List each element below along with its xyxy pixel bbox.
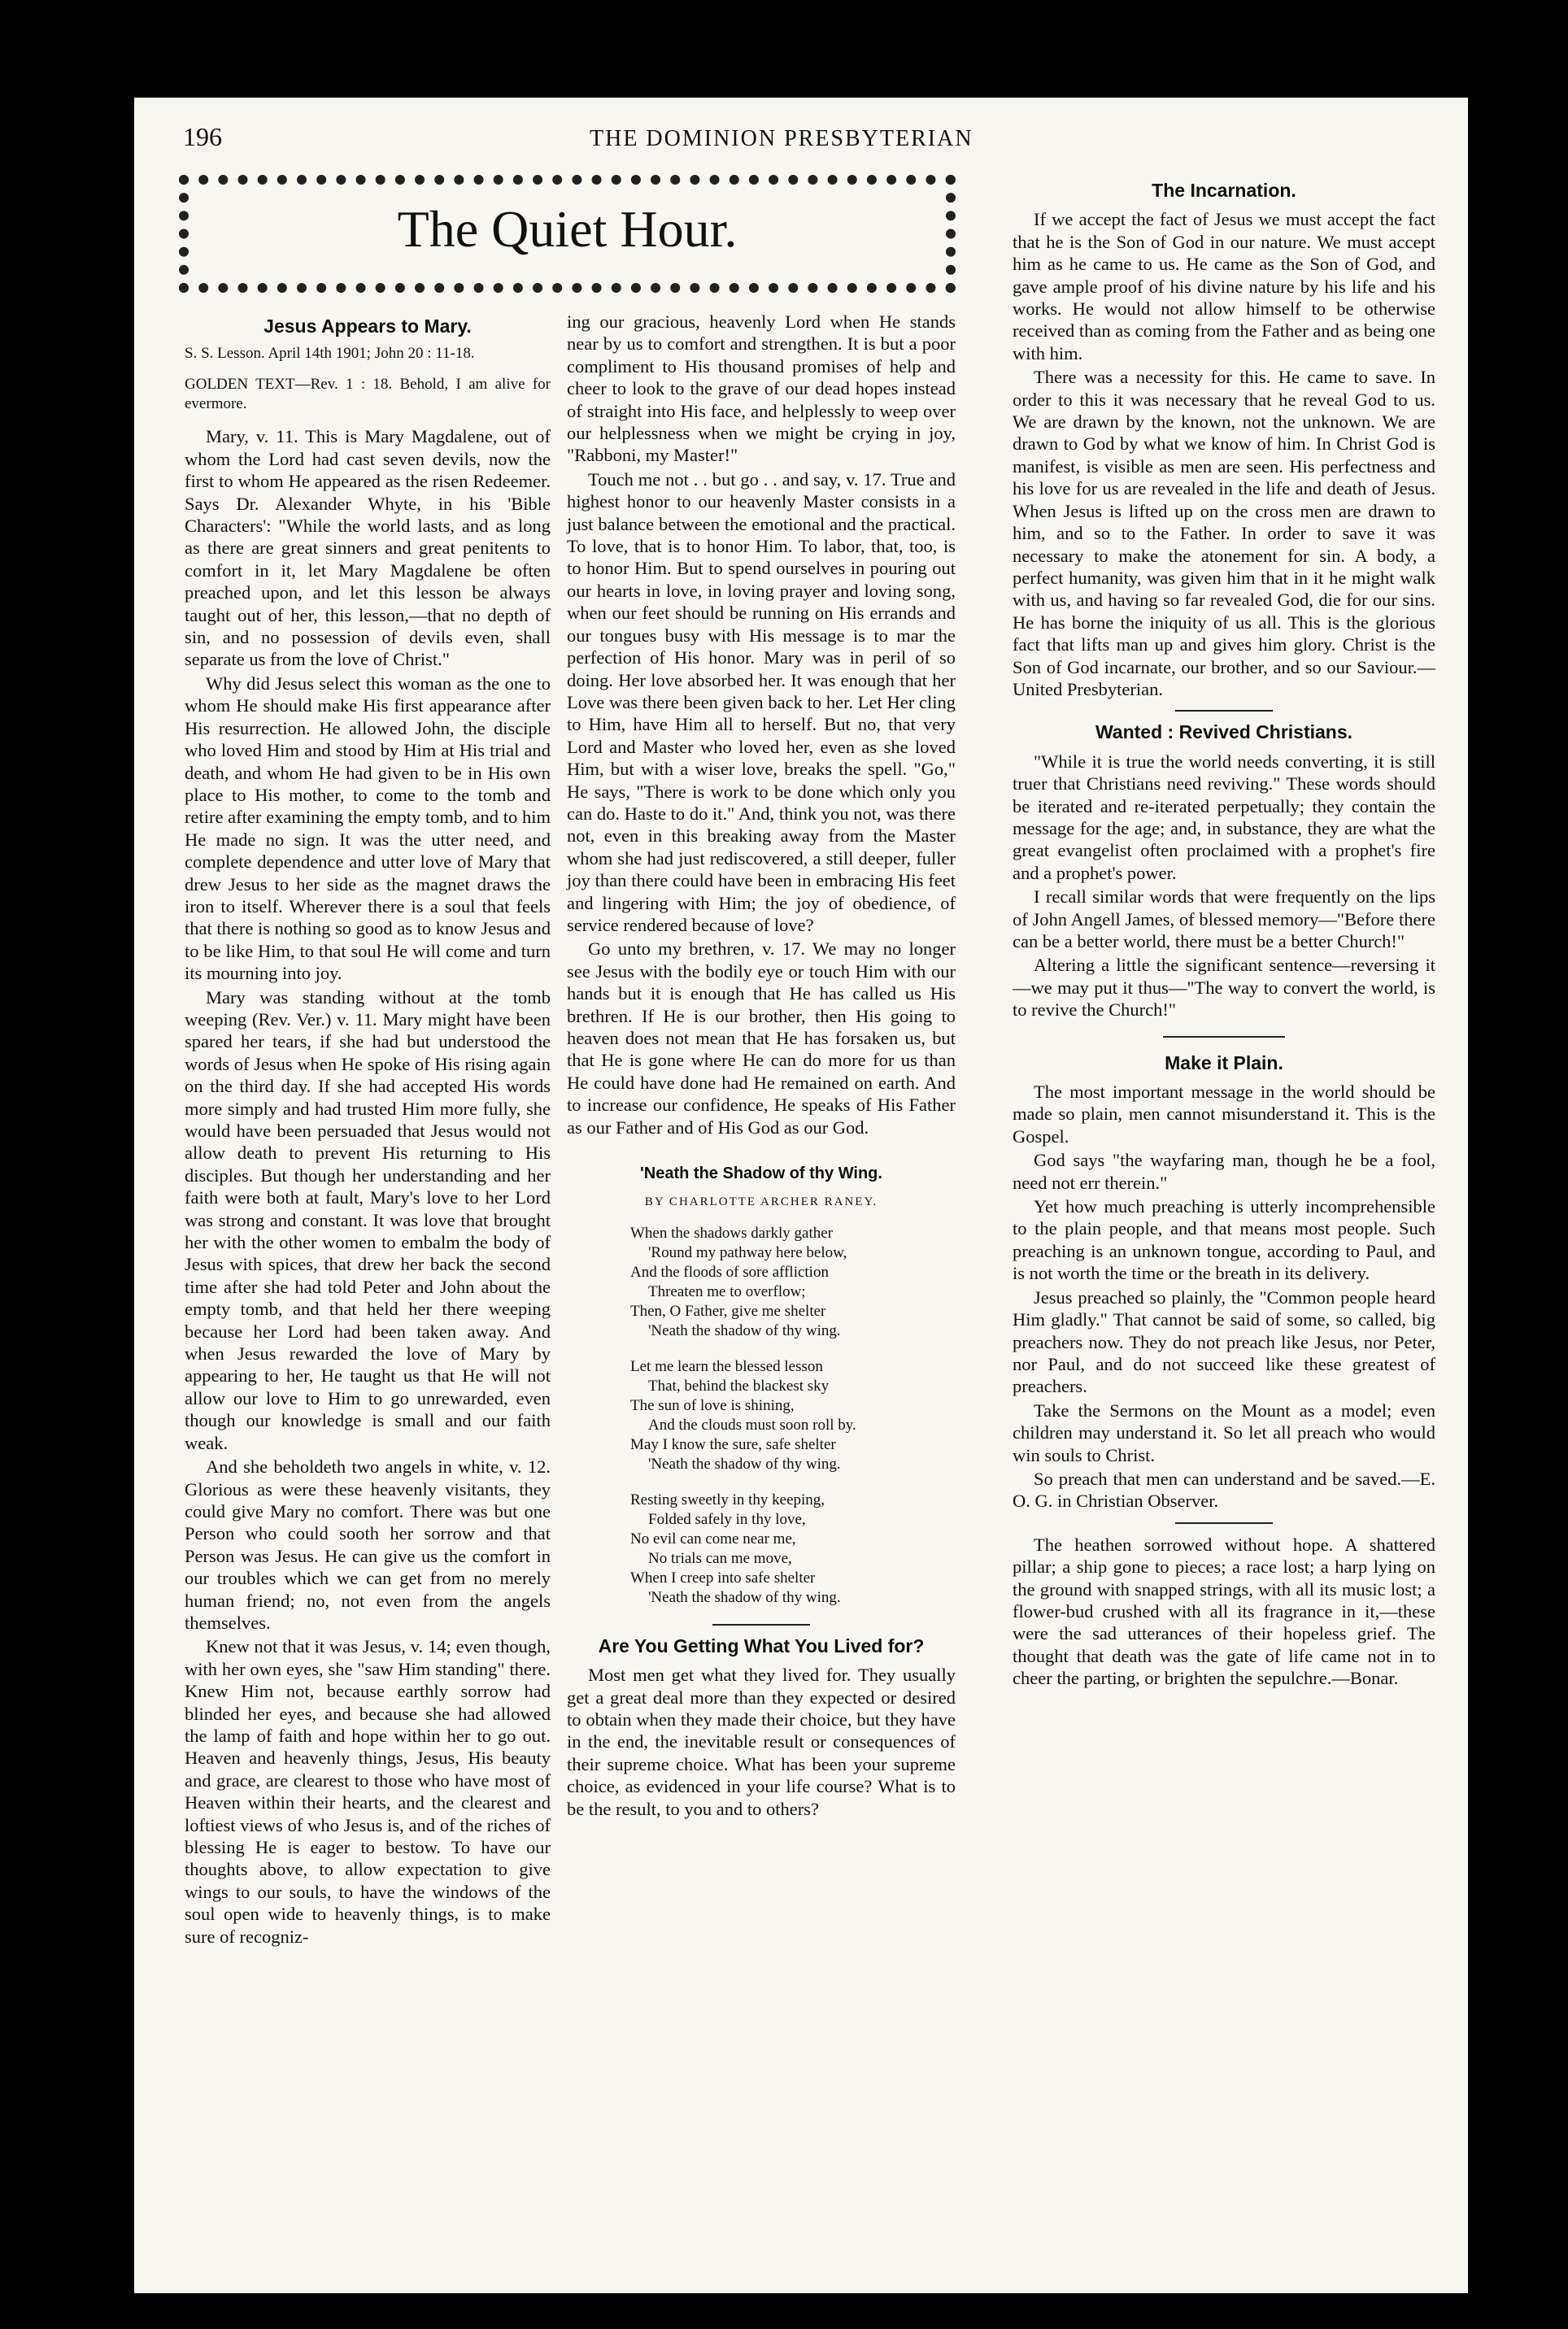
paragraph: Touch me not . . but go . . and say, v. 17. True and highest honor to our heavenly Master consists in a just balance between the emotional and the practical. To love, that is to honor Him. To labor, that, too, is to honor Him. But to spend ourselves in pouring out our hearts in love, in loving prayer and loving song, when our feet should be running on His errands and our tongues busy with His message is to mar the perfection of His honor. Mary was in peril of so doing. Her love absorbed her. It was enough that her Love was there been given back to her. Let Her cling to Him, have Him all to herself. But no, that very Lord and Master who loved her, even as she loved Him, but with a wiser love, breaks the spell. "Go," He says, "There is work to be done which only you can do. Haste to do it." And, think you not, was there not, even in this breaking away from the Master whom she had just rediscovered, a still deeper, fuller joy than there could have been in embracing His feet and lingering with Him; the joy of obedience, of service rendered because of love? (567, 468, 956, 935)
paragraph: The heathen sorrowed without hope. A shattered pillar; a ship gone to pieces; a race lost; a harp lying on the ground with snapped strings, with all its music lost; a flower-bud crushed with all its fragrance in it,—these were the sad utterances of their hopeless grief. The thought that death was the gate of life came not in to cheer the parting, or brighten the sepulchre.—Bonar. (1013, 1534, 1435, 1689)
paragraph: I recall similar words that were frequently on the lips of John Angell James, of blessed memory—"Before there can be a better world, there must be a better Church!" (1013, 886, 1435, 951)
poem-line: Folded safely in thy love, (648, 1510, 806, 1528)
page-number: 196 (183, 122, 222, 151)
poem-line: When I creep into safe shelter (630, 1569, 816, 1587)
paragraph: Go unto my brethren, v. 17. We may no longer see Jesus with the bodily eye or touch Him with our hands but it is enough that He has called us His brethren. If He is our brother, then His going to heaven does not mean that He has forsaken us, but that He is gone where He can do more for us than He could have done had He remained on earth. And to increase our confidence, He speaks of His Father as our Father and of His God as our God. (567, 938, 956, 1138)
poem-line: 'Neath the shadow of thy wing. (648, 1588, 841, 1606)
lesson-reference: S. S. Lesson. April 14th 1901; John 20 : 11-18. (185, 345, 475, 363)
newspaper-page (134, 98, 1468, 2293)
paragraph: Knew not that it was Jesus, v. 14; even though, with her own eyes, she "saw Him standing" there. Knew Him not, because earthly sorrow had blinded her eyes, and because she had allowed the lamp of faith and hope within her to go out. Heaven and heavenly things, Jesus, His beauty and grace, are clearest to those who have most of Heaven within their hearts, and the clearest and loftiest views of who Jesus is, and of the riches of blessing He is eager to bestow. To have our thoughts above, to allow expectation to give wings to our souls, to have the windows of the soul open wide to heavenly things, is to make sure of recogniz- (185, 1636, 551, 1947)
paragraph: There was a necessity for this. He came to save. In order to this it was necessary that he reveal God to us. We are drawn by the known, not the unknown. We are drawn to God by what we know of him. In Christ God is manifest, is visible as men are seen. His perfectness and his love for us are revealed in the life and death of Jesus. When Jesus is lifted up on the cross men are drawn to him, and so to the Father. In order to save it was necessary to make the atonement for sin. A body, a perfect humanity, was given him that in it he might walk with us, and having so far revealed God, die for our sins. He has borne the iniquity of us all. This is the glorious fact that lifts man up and gives him glory. Christ is the Son of God incarnate, our brother, and so our Saviour.—United Presbyterian. (1013, 367, 1435, 699)
column-1 (185, 311, 551, 1949)
column-2 (567, 311, 956, 1822)
poem-line: And the clouds must soon roll by. (648, 1416, 856, 1434)
paragraph: The most important message in the world should be made so plain, men cannot misunderstand it. This is the Gospel. (1013, 1082, 1435, 1147)
poem-line: Let me learn the blessed lesson (630, 1357, 823, 1375)
poem-line: 'Neath the shadow of thy wing. (648, 1455, 841, 1473)
poem-title: 'Neath the Shadow of thy Wing. (640, 1164, 882, 1183)
poem-line: Resting sweetly in thy keeping, (630, 1491, 825, 1508)
poem-line: 'Neath the shadow of thy wing. (648, 1321, 841, 1339)
poem-line: May I know the sure, safe shelter (630, 1435, 836, 1453)
paragraph: Jesus preached so plainly, the "Common people heard Him gladly." That cannot be said of some, so called, big preachers now. They do not preach like Jesus, nor Peter, nor Paul, and do not succeed like these greatest of preachers. (1013, 1286, 1435, 1397)
poem-stanza (630, 1491, 956, 1608)
poem-line: The sun of love is shining, (630, 1396, 795, 1414)
divider (1163, 1036, 1285, 1038)
poem-line: No evil can come near me, (630, 1530, 796, 1548)
paragraph: ing our gracious, heavenly Lord when He stands near by us to comfort and strengthen. It is but a poor compliment to His thousand promises of help and cheer to look to the grave of our dead hopes instead of straight into His face, and helplessly to weep over our helplessness when we might be crying in joy, "Rabboni, my Master!" (567, 311, 956, 466)
paragraph: Mary, v. 11. This is Mary Magdalene, out of whom the Lord had cast seven devils, now the first to whom He appeared as the risen Redeemer. Says Dr. Alexander Whyte, in his 'Bible Characters': "While the world lasts, and as long as there are great sinners and great penitents to comfort in it, let Mary Magdalene be often preached upon, and let this lesson be always taught out of her, this lesson,—that no depth of sin, and no possession of devils even, shall separate us from the love of Christ." (185, 426, 551, 670)
paragraph: Take the Sermons on the Mount as a model; even children may understand it. So let all preach who would win souls to Christ. (1013, 1400, 1435, 1465)
article-title: Are You Getting What You Lived for? (598, 1635, 925, 1656)
paragraph: Why did Jesus select this woman as the one to whom He should make His first appearance after His resurrection. He allowed John, the disciple who loved Him and stood by Him at His trial and death, and whom He had given to be in His own place to His mother, to come to the tomb and retire after examining the empty tomb, and to him He made no sign. It was the utter need, and complete dependence and utter love of Mary that drew Jesus to her side as the magnet draws the iron to itself. Wherever there is a soul that feels that there is nothing so good as to know Jesus and to be like Him, to that soul He will come and turn its mourning into joy. (185, 673, 551, 984)
paragraph: God says "the wayfaring man, though he be a fool, need not err therein." (1013, 1150, 1435, 1193)
divider (712, 1624, 810, 1626)
paragraph: "While it is true the world needs converting, it is still truer that Christians need reviving." These words should be iterated and re-iterated perpetually; they contain the message for the age; and, in substance, they are what the great evangelist often proclaimed with a prophet's fire and a prophet's power. (1013, 751, 1435, 883)
paragraph: If we accept the fact of Jesus we must accept the fact that he is the Son of God in our nature. We must accept him as he came to us. He came as the Son of God, and gave ample proof of his divine nature by his life and his works. He would not allow himself to be otherwise received than as coming from the Father and as being one with him. (1013, 209, 1435, 363)
paragraph: Yet how much preaching is utterly incomprehensible to the plain people, and that means most people. Such preaching is an unknown tongue, according to Paul, and is not worth the time or the breath in its delivery. (1013, 1196, 1435, 1284)
poem-author: BY CHARLOTTE ARCHER RANEY. (644, 1195, 878, 1209)
paragraph: Altering a little the significant sentence—reversing it—we may put it thus—"The way to convert the world, is to revive the Church!" (1013, 955, 1435, 1021)
paragraph: So preach that men can understand and be saved.—E. O. G. in Christian Observer. (1013, 1468, 1435, 1512)
section-title: The Quiet Hour. (397, 200, 738, 258)
article-title: Make it Plain. (1165, 1051, 1283, 1073)
poem-line: That, behind the blackest sky (648, 1377, 830, 1395)
article-title: Wanted : Revived Christians. (1095, 721, 1353, 743)
poem-stanza (630, 1357, 956, 1474)
poem-stanza (630, 1224, 956, 1341)
poem-line: Threaten me to overflow; (648, 1282, 806, 1300)
article-title: Jesus Appears to Mary. (264, 316, 472, 337)
golden-text: GOLDEN TEXT—Rev. 1 : 18. Behold, I am alive for evermore. (185, 376, 551, 413)
poem-line: Then, O Father, give me shelter (630, 1302, 826, 1320)
article-title: The Incarnation. (1152, 180, 1296, 201)
poem-line: No trials can me move, (648, 1549, 792, 1567)
column-3 (1013, 175, 1435, 1691)
poem-line: When the shadows darkly gather (630, 1224, 834, 1242)
section-title-box (179, 175, 956, 293)
divider (1175, 710, 1273, 712)
paragraph: And she beholdeth two angels in white, v. 12. Glorious as were these heavenly visitants, they could give Mary no comfort. There was but one Person who could sooth her sorrow and that Person was Jesus. He can give us the comfort in our troubles which we can get from no merely human friend; no, not even from the angels themselves. (185, 1456, 551, 1633)
divider (1175, 1522, 1273, 1524)
paragraph: Most men get what they lived for. They usually get a great deal more than they expected or desired to obtain when they made their choice, but they have in the end, the inevitable result or consequences of their supreme choice. What has been your supreme choice, as evidenced in your life course? What is to be the result, to you and to others? (567, 1665, 956, 1819)
poem-line: 'Round my pathway here below, (648, 1243, 847, 1261)
poem-line: And the floods of sore affliction (630, 1263, 829, 1281)
paragraph: Mary was standing without at the tomb weeping (Rev. Ver.) v. 11. Mary might have been spared her tears, if she had but understood the words of Jesus when He spoke of His rising again on the third day. If she had accepted His words more simply and had trusted Him more fully, she would have been persuaded that Jesus would not allow death to prevent His returning to His disciples. But though her understanding and her faith were both at fault, Mary's love to her Lord was strong and constant. It was love that brought her with the other women to embalm the body of Jesus with spices, that drew her back the second time after she had told Peter and John about the empty tomb, and that held her there weeping because her Lord had been taken away. And when Jesus rewarded the love of Mary by appearing to her, He taught us that He will not allow our love to Him to go unrewarded, even though our knowledge is small and our faith weak. (185, 986, 551, 1453)
running-head: THE DOMINION PRESBYTERIAN (590, 126, 973, 151)
